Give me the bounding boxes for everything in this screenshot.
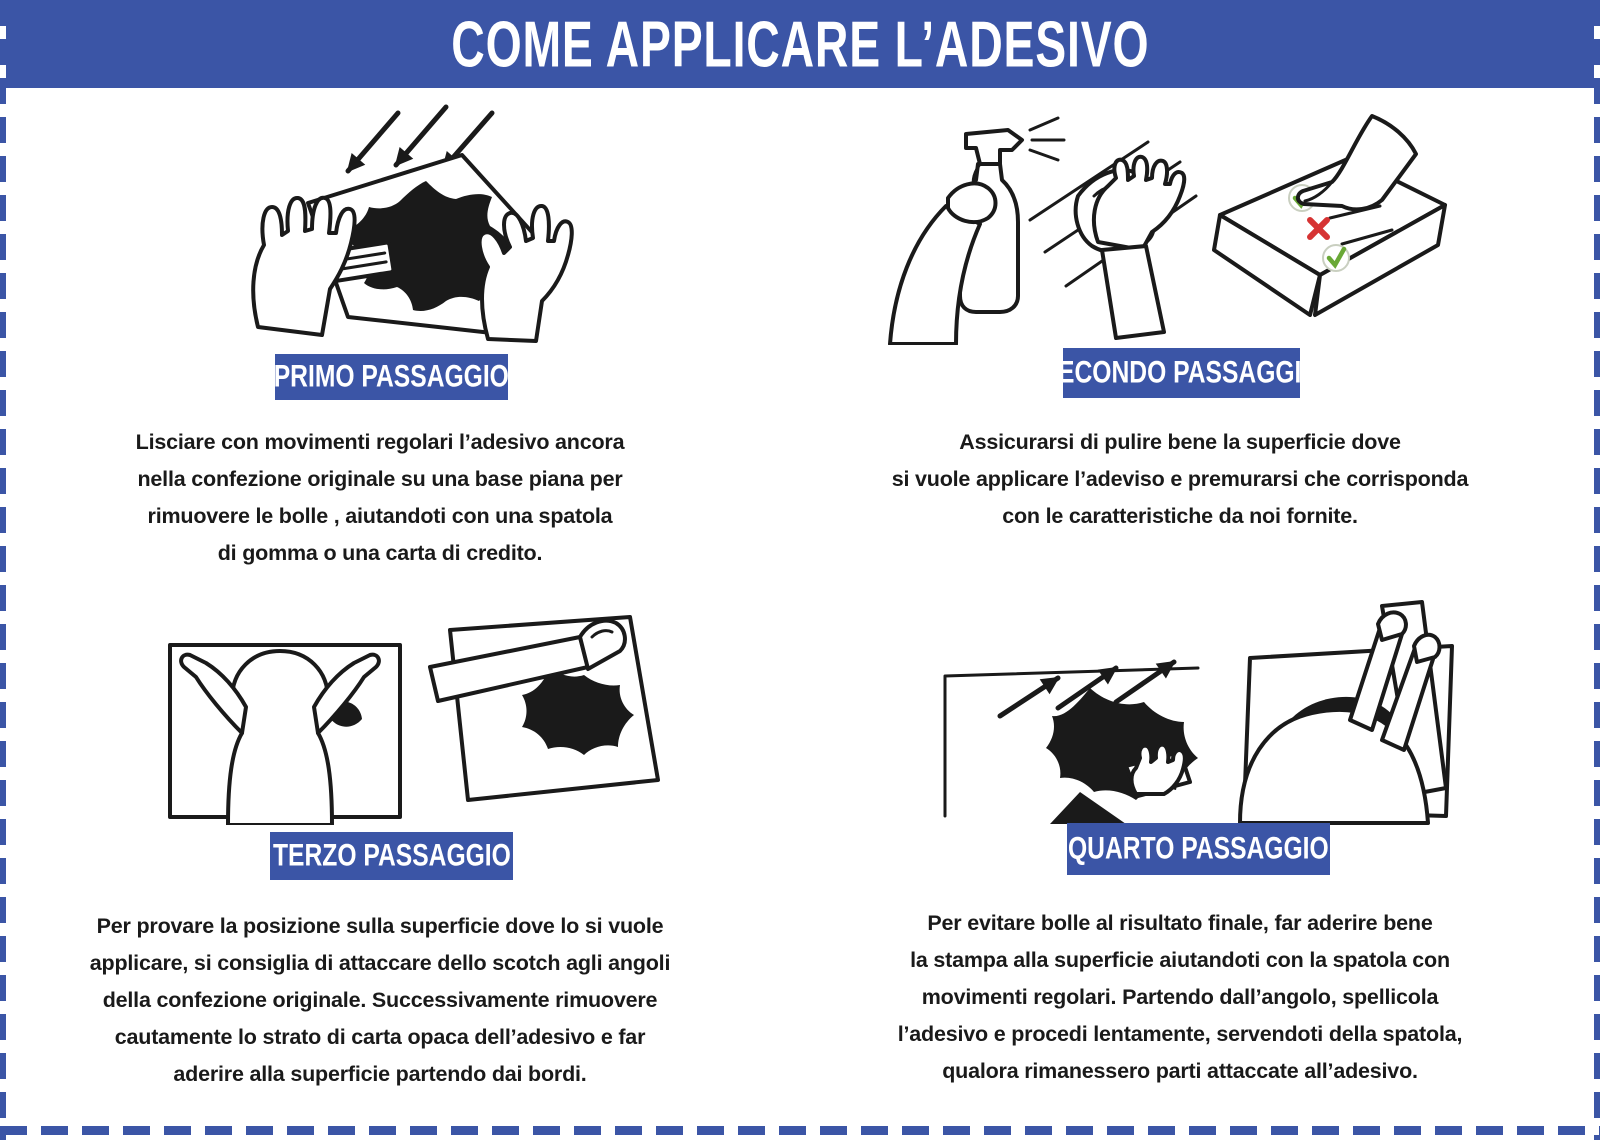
text-line: qualora rimanessero parti attaccate all’adesivo. (942, 1059, 1418, 1083)
text-line: aderire alla superficie partendo dai bordi. (173, 1062, 587, 1086)
left-hand (253, 198, 354, 335)
spray-clean-checklist-illustration (880, 100, 1450, 345)
text-line: Per evitare bolle al risultato finale, far aderire bene (927, 911, 1433, 935)
text-line: rimuovere le bolle , aiutandoti con una spatola (147, 504, 613, 528)
step-3-label: TERZO PASSAGGIO (272, 838, 511, 873)
text-line: nella confezione originale su una base piana per (137, 467, 623, 491)
dashed-border-bottom (0, 1126, 1600, 1135)
gripping-hand (1378, 612, 1406, 640)
page-header (0, 0, 1600, 88)
text-line: con le caratteristiche da noi fornite. (1002, 504, 1358, 528)
page-title: COME APPLICARE L’ADESIVO (450, 7, 1150, 81)
text-line: di gomma o una carta di credito. (217, 541, 543, 565)
hands-smoothing-sticker-illustration (230, 95, 580, 345)
text-line: della confezione originale. Successivamente rimuovere (102, 988, 658, 1012)
step-2-label: SECONDO PASSAGGIO (1042, 355, 1321, 390)
step-1-label: PRIMO PASSAGGIO (273, 359, 510, 394)
text-line: la stampa alla superficie aiutandoti con la spatola con (910, 948, 1450, 972)
peeling-backing-group (430, 617, 658, 800)
step-4-text (840, 905, 1520, 1090)
step-1-label-badge (275, 354, 508, 400)
dashed-border-right (1594, 0, 1600, 1140)
person-back-silhouette (228, 651, 332, 825)
wiping-arm-cuff (1102, 246, 1164, 338)
surface-checklist-group (1214, 116, 1445, 315)
step-4-label-badge (1067, 823, 1330, 875)
wiping-hand (1094, 157, 1184, 250)
step-4-label: QUARTO PASSAGGIO (1068, 831, 1329, 866)
text-line: Per provare la posizione sulla superficie dove lo si vuole (96, 914, 664, 938)
text-line: l’adesivo e procedi lentamente, servendoti della spatola, (897, 1022, 1463, 1046)
text-line: cautamente lo strato di carta opaca dell’adesivo e far (114, 1025, 646, 1049)
step-2-label-badge (1042, 348, 1321, 398)
step-2-text (840, 424, 1520, 535)
step-3-text (30, 908, 730, 1093)
peeling-liner-group (1240, 602, 1452, 823)
step-3-label-badge (270, 832, 513, 880)
text-line: Assicurarsi di pulire bene la superficie dove (959, 430, 1401, 454)
squeegee-application-illustration (930, 588, 1470, 826)
text-line: applicare, si consiglia di attaccare dello scotch agli angoli (89, 951, 671, 975)
gripping-hand (1414, 635, 1440, 662)
text-line: Lisciare con movimenti regolari l’adesivo ancora (135, 430, 625, 454)
spray-mist-lines (1030, 118, 1064, 160)
step-1-text (60, 424, 700, 572)
text-line: movimenti regolari. Partendo dall’angolo, spellicola (921, 985, 1439, 1009)
position-test-illustration (140, 575, 660, 825)
text-line: si vuole applicare l’adeviso e premurarsi che corrisponda (891, 467, 1469, 491)
spray-hand (948, 183, 996, 222)
dashed-border-left (0, 0, 6, 1140)
